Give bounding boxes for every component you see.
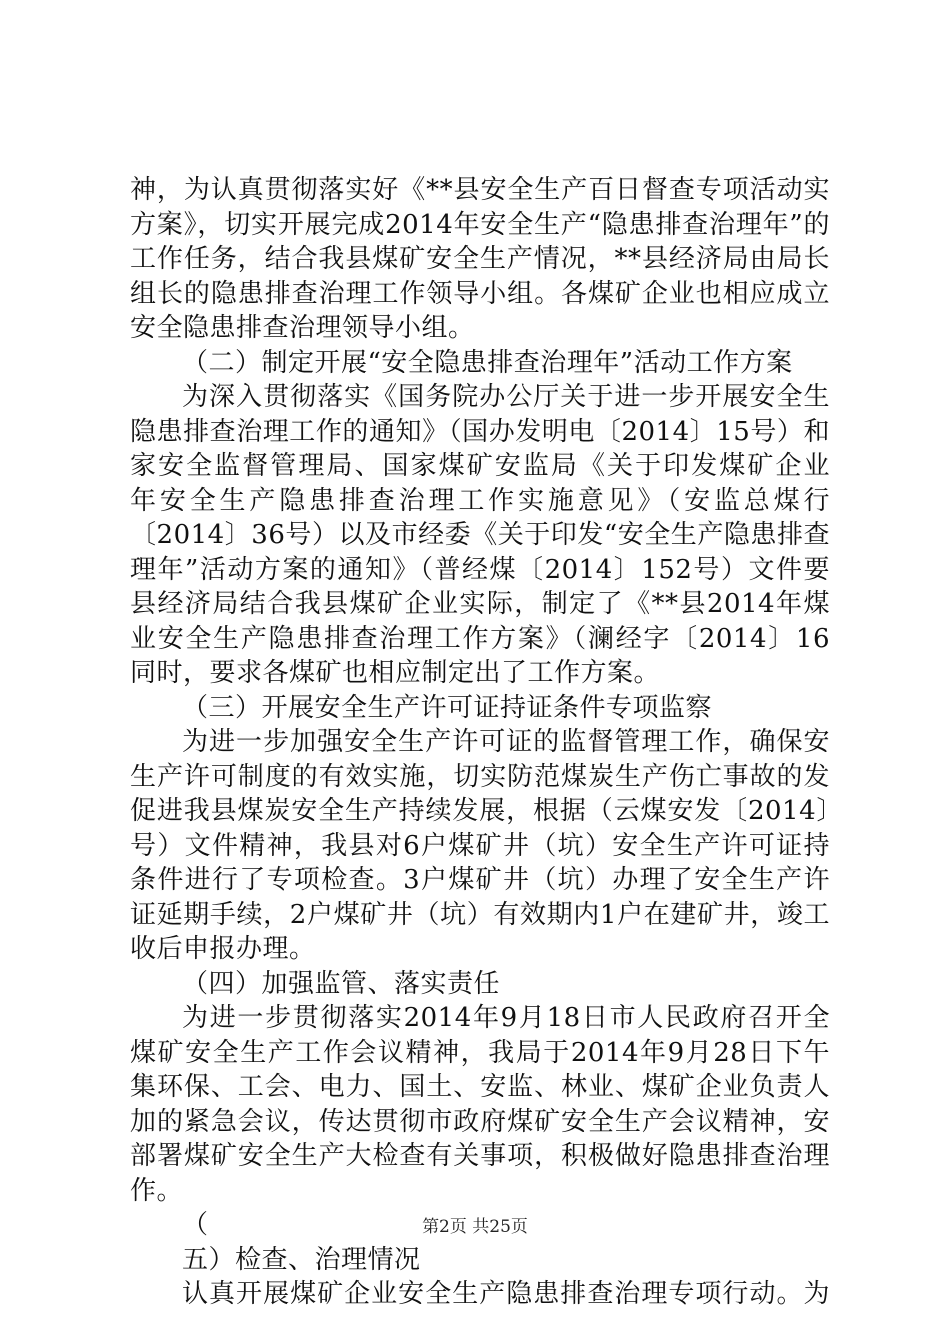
text-line: 年安全生产隐患排查治理工作实施意见》（安监总煤行	[130, 485, 830, 516]
text-line: 条件进行了专项检查。3户煤矿井（坑）办理了安全生产许	[130, 865, 830, 895]
text-line: 五）检查、治理情况	[182, 1244, 421, 1275]
text-line: 同时，要求各煤矿也相应制定出了工作方案。	[130, 658, 661, 688]
text-line: （四）加强监管、落实责任	[182, 968, 501, 999]
text-line: 方案》，切实开展完成2014年安全生产“隐患排查治理年”的	[130, 209, 830, 240]
text-line: 号）文件精神，我县对6户煤矿井（坑）安全生产许可证持	[130, 830, 830, 861]
text-line: 促进我县煤炭安全生产持续发展，根据（云煤安发〔2014〕	[130, 796, 830, 826]
text-line: 为深入贯彻落实《国务院办公厅关于进一步开展安全生	[182, 382, 830, 412]
document-body	[130, 173, 830, 1312]
text-line: 〔2014〕36号）以及市经委《关于印发“安全生产隐患排查	[130, 520, 830, 550]
text-line: 县经济局结合我县煤矿企业实际，制定了《**县2014年煤	[130, 589, 830, 619]
text-line: 理年”活动方案的通知》（普经煤〔2014〕152号）文件要	[130, 554, 830, 585]
text-line: 为进一步加强安全生产许可证的监督管理工作，确保安	[182, 727, 830, 757]
text-line: （	[182, 1210, 209, 1240]
text-line: 集环保、工会、电力、国土、安监、林业、煤矿企业负责人	[130, 1072, 830, 1102]
text-line: 家安全监督管理局、国家煤矿安监局《关于印发煤矿企业	[130, 451, 830, 481]
text-line: 证延期手续，2户煤矿井（坑）有效期内1户在建矿井，竣工	[130, 899, 830, 930]
text-line: 业安全生产隐患排查治理工作方案》（澜经字〔2014〕16	[130, 623, 830, 654]
text-line: 为进一步贯彻落实2014年9月18日市人民政府召开全	[182, 1003, 830, 1033]
text-line: 组长的隐患排查治理工作领导小组。各煤矿企业也相应成立	[130, 278, 830, 309]
text-line: （二）制定开展“安全隐患排查治理年”活动工作方案	[182, 347, 793, 378]
text-line: 煤矿安全生产工作会议精神，我局于2014年9月28日下午	[130, 1037, 830, 1068]
text-line: 加的紧急会议，传达贯彻市政府煤矿安全生产会议精神，安	[130, 1106, 830, 1137]
text-line: 部署煤矿安全生产大检查有关事项，积极做好隐患排查治理	[130, 1141, 830, 1171]
text-line: （三）开展安全生产许可证持证条件专项监察	[182, 692, 713, 723]
text-line: 神，为认真贯彻落实好《**县安全生产百日督查专项活动实	[130, 175, 830, 205]
text-line: 工作任务，结合我县煤矿安全生产情况，**县经济局由局长	[130, 244, 830, 274]
text-line: 认真开展煤矿企业安全生产隐患排查治理专项行动。为	[182, 1279, 830, 1309]
text-line: 隐患排查治理工作的通知》（国办发明电〔2014〕15号）和	[130, 416, 830, 447]
page-footer: 第2页 共25页	[422, 1217, 528, 1237]
text-line: 作。	[130, 1175, 184, 1206]
text-line: 收后申报办理。	[130, 934, 316, 964]
text-line: 安全隐患排查治理领导小组。	[130, 313, 475, 343]
text-line: 生产许可制度的有效实施，切实防范煤炭生产伤亡事故的发	[130, 761, 830, 792]
